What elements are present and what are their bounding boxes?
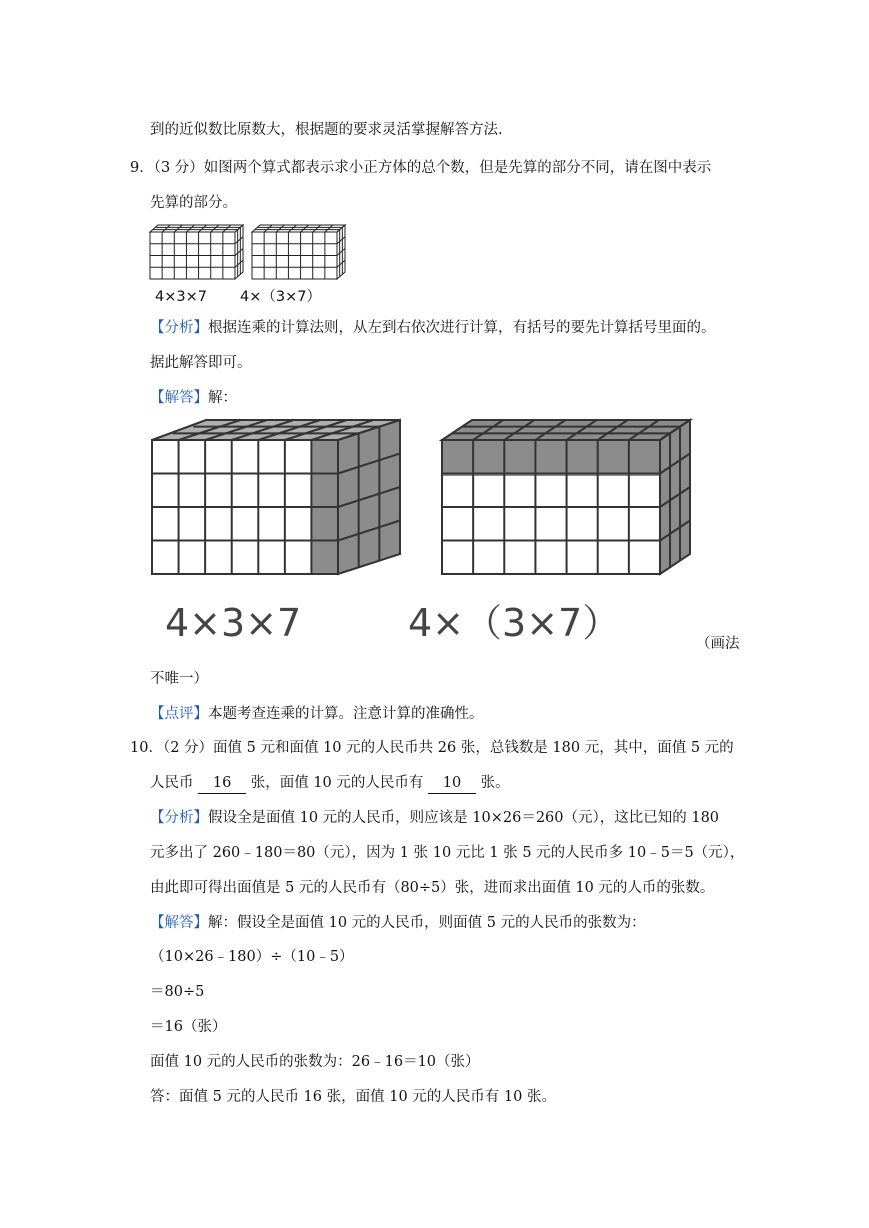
drawing-note: （画法 bbox=[696, 636, 740, 652]
solution-step-4: 面值 10 元的人民币的张数为：26﹣16＝10（张） bbox=[150, 1054, 480, 1070]
grid-line bbox=[211, 225, 219, 232]
grid-line bbox=[162, 225, 170, 232]
grid-line bbox=[313, 225, 321, 232]
grid-line bbox=[264, 225, 272, 232]
question-9: 9．（3 分）如图两个算式都表示求小正方体的总个数，但是先算的部分不同，请在图中表示 bbox=[130, 160, 712, 176]
answer-10 bbox=[150, 913, 646, 933]
small-cuboid-right bbox=[250, 222, 345, 282]
analysis-tag: 【分析】 bbox=[150, 810, 208, 826]
drawing-note-cont: 不唯一） bbox=[150, 671, 208, 687]
grid-line bbox=[288, 225, 296, 232]
analysis-10-cont-2: 由此即可得出面值是 5 元的人民币有（80÷5）张，进而求出面值 10 元的人币的张数。 bbox=[150, 880, 715, 896]
final-answer: 答：面值 5 元的人民币 16 张，面值 10 元的人民币有 10 张。 bbox=[150, 1089, 556, 1105]
analysis-tag: 【分析】 bbox=[150, 320, 208, 336]
small-cuboid-left bbox=[148, 222, 243, 282]
comment-tag: 【点评】 bbox=[150, 706, 208, 722]
grid-line bbox=[174, 225, 182, 232]
question-10: 10．（2 分）面值 5 元和面值 10 元的人民币共 26 张，总钱数是 180 元，其中，面值 5 元的 bbox=[130, 740, 734, 756]
grid-line bbox=[235, 249, 243, 256]
analysis-10-cont-1: 元多出了 260﹣180＝80（元），因为 1 张 10 元比 1 张 5 元的人民币多 10﹣5＝5（元）， bbox=[150, 845, 745, 861]
big-left-label: 4×3×7 bbox=[165, 601, 302, 645]
answer-tag: 【解答】 bbox=[150, 390, 208, 406]
solution-step-3: ＝16（张） bbox=[150, 1019, 227, 1035]
grid-line bbox=[337, 237, 345, 244]
analysis-9-cont: 据此解答即可。 bbox=[150, 355, 252, 371]
grid-line bbox=[337, 249, 345, 256]
grid-line bbox=[235, 260, 243, 267]
big-right-label: 4×（3×7） bbox=[408, 601, 621, 645]
text-line: 到的近似数比原数大，根据题的要求灵活掌握解答方法. bbox=[150, 122, 503, 138]
answer-blank-1: 16 bbox=[198, 773, 246, 794]
answer-tag: 【解答】 bbox=[150, 915, 208, 931]
question-10-cont: 人民币 16 张，面值 10 元的人民币有 10 张。 bbox=[150, 773, 510, 794]
answer-text: 解： bbox=[208, 390, 237, 406]
comment-9 bbox=[150, 704, 484, 724]
grid-line bbox=[235, 237, 243, 244]
analysis-text: 假设全是面值 10 元的人民币，则应该是 10×26＝260（元），这比已知的 180 bbox=[208, 810, 720, 826]
answer-blank-2: 10 bbox=[428, 773, 476, 794]
question-9-cont: 先算的部分。 bbox=[150, 195, 237, 211]
analysis-9 bbox=[150, 318, 716, 338]
grid-line bbox=[325, 225, 333, 232]
grid-line bbox=[186, 225, 194, 232]
solution-step-2: ＝80÷5 bbox=[150, 984, 205, 1000]
analysis-text: 根据连乘的计算法则，从左到右依次进行计算，有括号的要先计算括号里面的。 bbox=[208, 320, 716, 336]
big-cuboid-left bbox=[150, 418, 400, 578]
comment-text: 本题考查连乘的计算。注意计算的准确性。 bbox=[208, 706, 484, 722]
analysis-10 bbox=[150, 808, 719, 828]
grid-line bbox=[301, 225, 309, 232]
grid-line bbox=[337, 260, 345, 267]
small-left-label: 4×3×7 bbox=[155, 289, 207, 305]
grid-line bbox=[223, 225, 231, 232]
answer-9 bbox=[150, 388, 237, 408]
solution-step-1: （10×26﹣180）÷（10﹣5） bbox=[150, 949, 354, 965]
big-cuboid-right bbox=[440, 418, 690, 578]
answer-text: 解：假设全是面值 10 元的人民币，则面值 5 元的人民币的张数为： bbox=[208, 915, 646, 931]
grid-line bbox=[276, 225, 284, 232]
small-right-label: 4×（3×7） bbox=[240, 289, 321, 305]
grid-line bbox=[199, 225, 207, 232]
